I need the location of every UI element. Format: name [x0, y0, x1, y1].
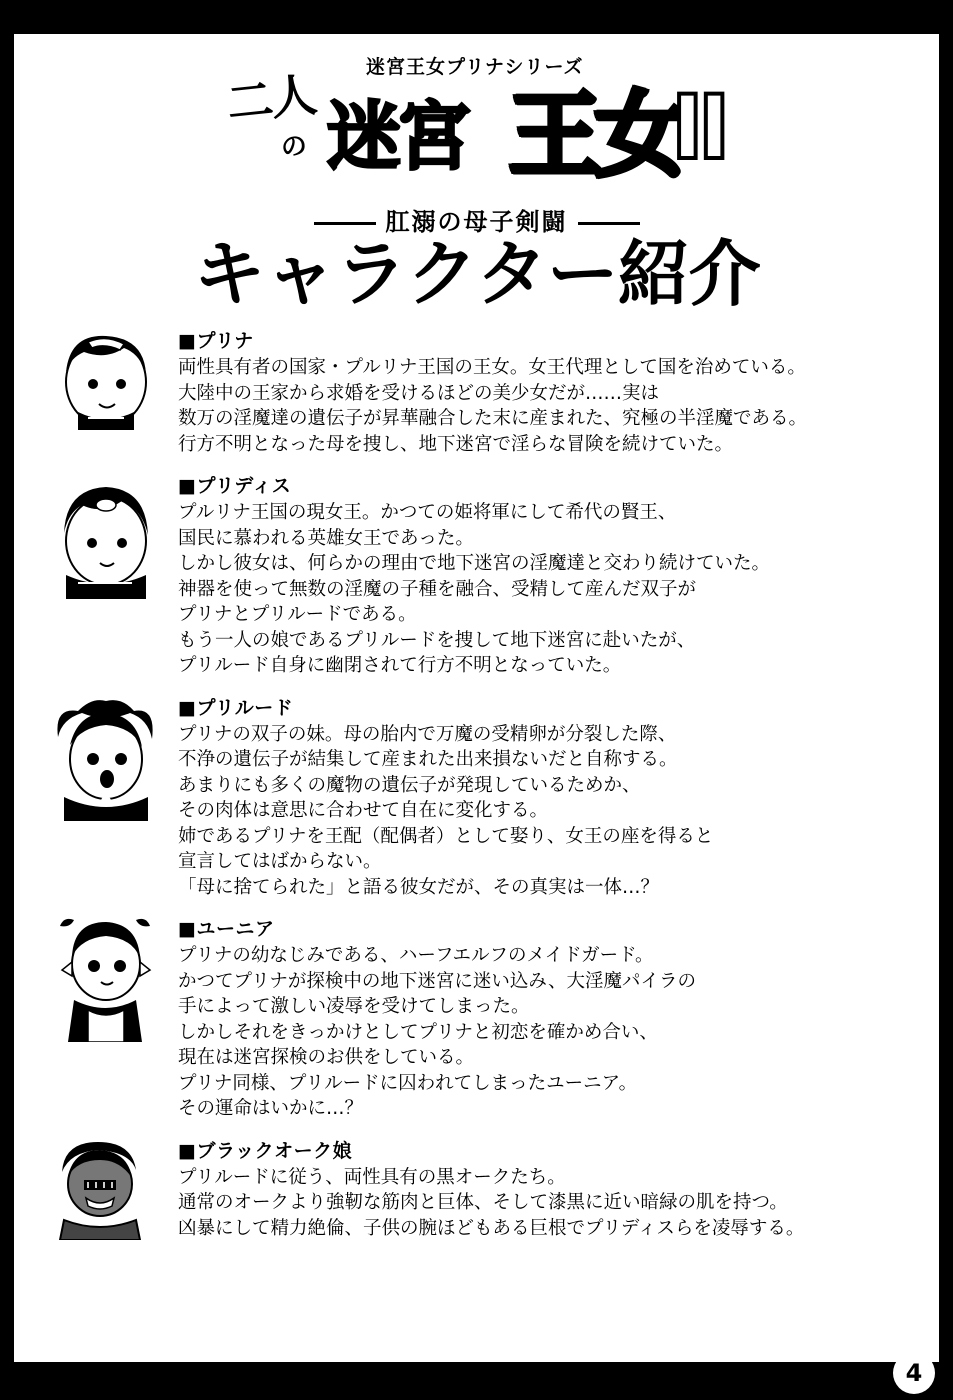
description-line: プリナ同様、プリルードに囚われてしまったユーニア。 — [178, 1072, 638, 1094]
logo-numeral-two: II — [671, 76, 725, 179]
logo-subtitle-text: 肛溺の母子剣闘 — [385, 208, 568, 236]
character-text — [178, 914, 925, 1122]
page-number: 4 — [893, 1352, 935, 1394]
description-line: 行方不明となった母を捜し、地下迷宮で淫らな冒険を続けていた。 — [178, 433, 734, 455]
character-description — [178, 500, 925, 679]
description-line: プルリナ王国の現女王。かつての姫将軍にして希代の賢王、 — [178, 502, 677, 524]
yunia-portrait-icon — [44, 914, 166, 1042]
description-line: 神器を使って無数の淫魔の子種を融合、受精して産んだ双子が — [178, 578, 697, 600]
character-entry — [44, 471, 925, 679]
description-line: プリルードに従う、両性具有の黒オークたち。 — [178, 1166, 566, 1188]
rule-right — [578, 222, 640, 225]
description-line: その運命はいかに…？ — [178, 1098, 364, 1120]
description-line: プリナとプリルードである。 — [178, 604, 417, 626]
description-line: 通常のオークより強靭な筋肉と巨体、そして漆黒に近い暗緑の肌を持つ。 — [178, 1192, 788, 1214]
description-line: もう一人の娘であるプリルードを捜して地下迷宮に赴いたが、 — [178, 629, 696, 651]
page-title: キャラクター紹介 — [193, 232, 760, 316]
description-line: 国民に慕われる英雄女王であった。 — [178, 527, 474, 549]
character-entry — [44, 914, 925, 1122]
black-orc-girl-portrait-icon — [44, 1136, 166, 1240]
description-line: 両性具有者の国家・プルリナ王国の王女。女王代理として国を治めている。 — [178, 357, 806, 378]
description-line: あまりにも多くの魔物の遺伝子が発現しているためか、 — [178, 774, 641, 796]
page-content — [14, 34, 939, 1362]
character-name: ■プリディス — [178, 475, 292, 498]
description-line: 大陸中の王家から求婚を受けるほどの美少女だが……実は — [178, 382, 660, 404]
logo-word-futari: 二人 — [224, 67, 318, 131]
description-line: かつてプリナが探検中の地下迷宮に迷い込み、大淫魔パイラの — [178, 970, 697, 992]
description-line: 不浄の遺伝子が結集して産まれた出来損ないだと自称する。 — [178, 749, 678, 771]
description-line: 手によって激しい凌辱を受けてしまった。 — [178, 996, 530, 1018]
character-text — [178, 1136, 925, 1242]
logo-wordmark — [219, 56, 725, 196]
logo-word-no: の — [279, 130, 309, 164]
rule-left — [314, 222, 376, 225]
character-entry — [44, 326, 925, 457]
series-tag: 迷宮王女プリナシリーズ — [366, 56, 584, 78]
description-line: プリルード自身に幽閉されて行方不明となっていた。 — [178, 655, 622, 677]
logo-subtitle — [14, 202, 939, 237]
character-description — [178, 355, 925, 457]
description-line: 宣言してはばからない。 — [178, 851, 382, 873]
purirudo-portrait-icon — [44, 693, 166, 821]
character-list — [14, 326, 939, 1241]
description-line: プリナの幼なじみである、ハーフエルフのメイドガード。 — [178, 945, 654, 967]
character-name: ■ユーニア — [178, 918, 275, 941]
character-entry — [44, 1136, 925, 1242]
logo-word-meikyu: 迷宮 — [327, 94, 467, 180]
description-line: しかし彼女は、何らかの理由で地下迷宮の淫魔達と交わり続けていた。 — [178, 553, 771, 575]
character-description — [178, 722, 925, 901]
logo-word-oujo: 王女 — [509, 82, 682, 189]
character-text — [178, 471, 925, 679]
description-line: その肉体は意思に合わせて自在に変化する。 — [178, 800, 549, 822]
description-line: しかしそれをきっかけとしてプリナと初恋を確かめ合い、 — [178, 1021, 658, 1043]
character-text — [178, 326, 925, 457]
character-description — [178, 1165, 925, 1242]
title-logo — [14, 40, 939, 236]
description-line: 凶暴にして精力絶倫、子供の腕ほどもある巨根でプリディスらを凌辱する。 — [178, 1217, 805, 1239]
character-name: ■ブラックオーク娘 — [178, 1139, 353, 1162]
purina-portrait-icon — [44, 326, 166, 430]
character-text — [178, 693, 925, 901]
character-name: ■プリナ — [178, 330, 254, 352]
character-name: ■プリルード — [178, 696, 294, 719]
description-line: 「母に捨てられた」と語る彼女だが、その真実は一体…？ — [178, 876, 660, 898]
description-line: 数万の淫魔達の遺伝子が昇華融合した末に産まれた、究極の半淫魔である。 — [178, 408, 808, 430]
description-line: プリナの双子の妹。母の胎内で万魔の受精卵が分裂した際、 — [178, 723, 677, 745]
character-entry — [44, 693, 925, 901]
description-line: 現在は迷宮探検のお供をしている。 — [178, 1047, 475, 1069]
description-line: 姉であるプリナを王配（配偶者）として娶り、女王の座を得ると — [178, 825, 714, 847]
puridisu-portrait-icon — [44, 471, 166, 599]
character-description — [178, 943, 925, 1122]
